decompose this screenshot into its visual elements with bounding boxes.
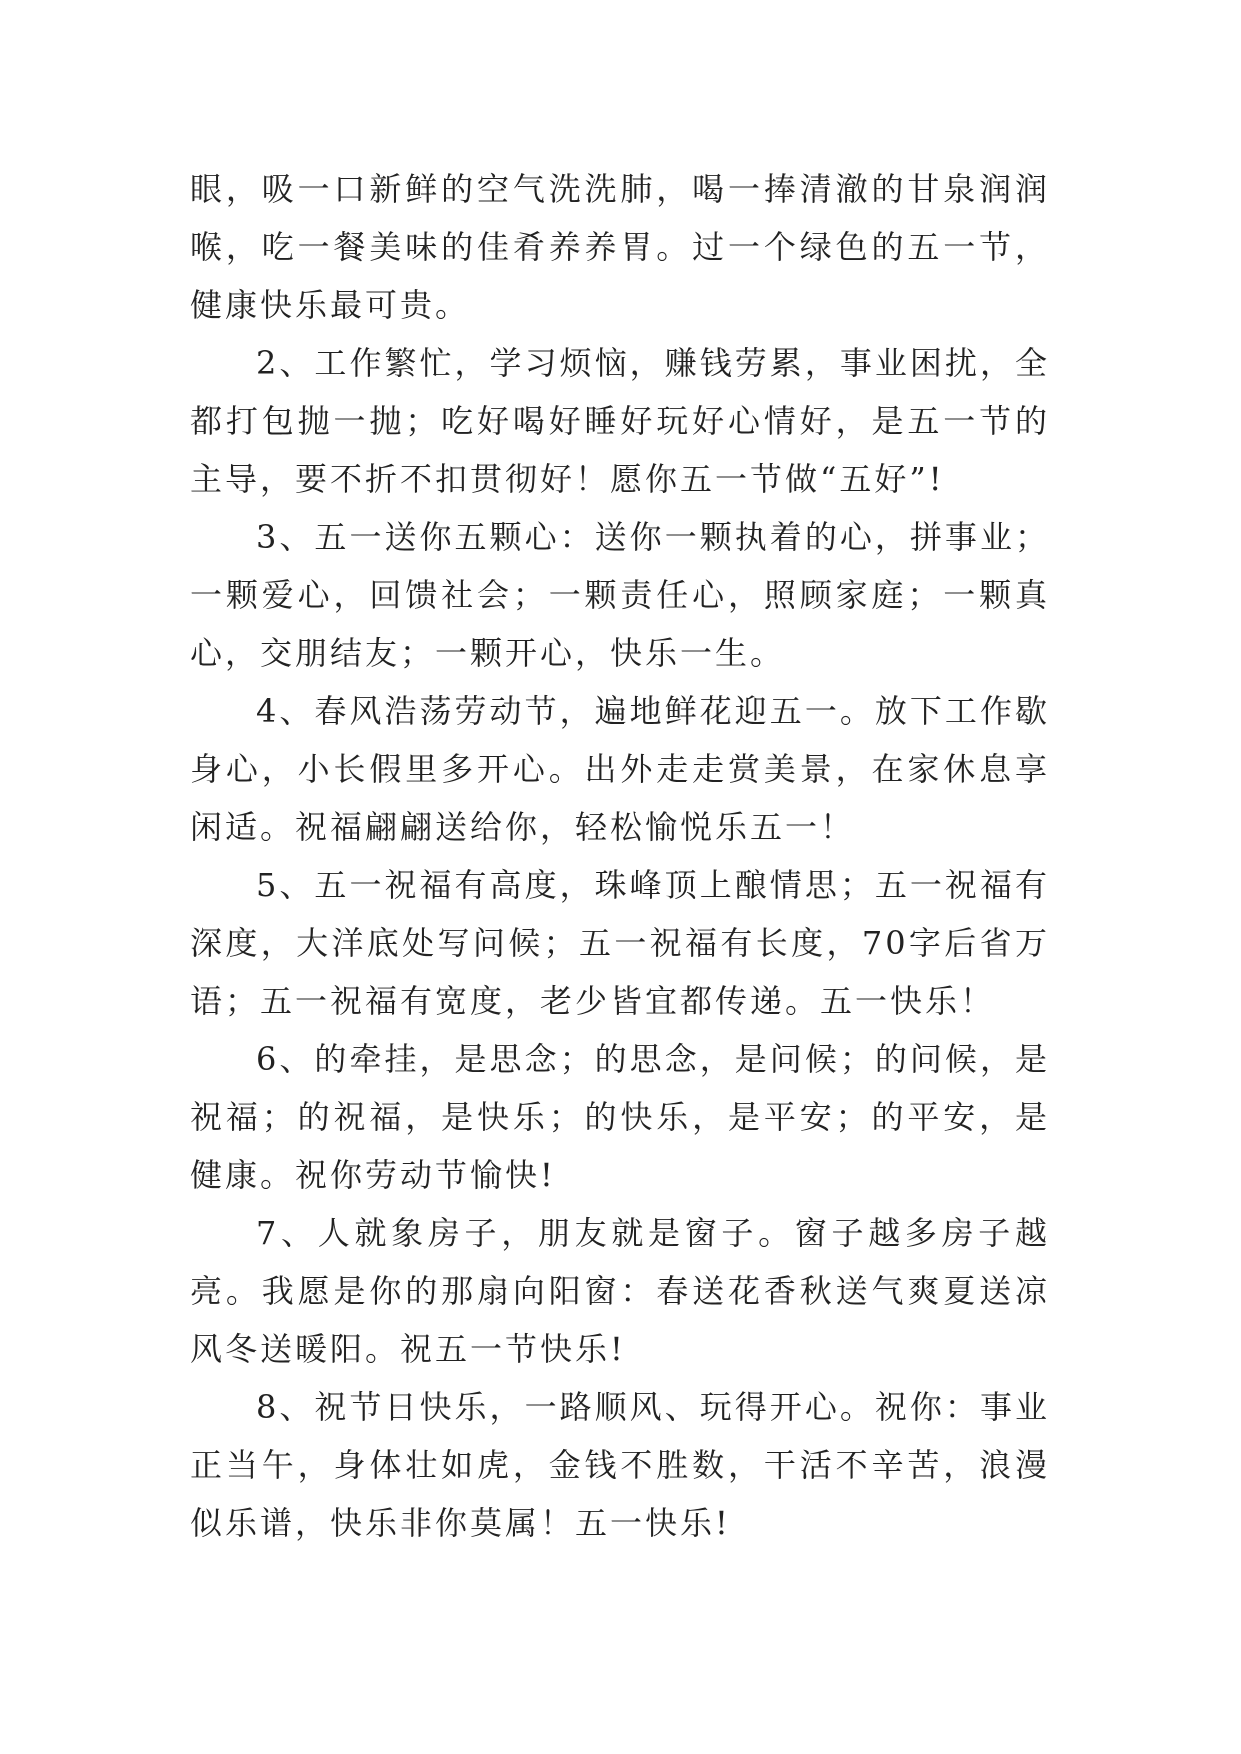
paragraph-4: 4、春风浩荡劳动节，遍地鲜花迎五一。放下工作歇身心，小长假里多开心。出外走走赏美景，在家休息享闲适。祝福翩翩送给你，轻松愉悦乐五一！ — [190, 692, 1050, 846]
paragraph-2: 2、工作繁忙，学习烦恼，赚钱劳累，事业困扰，全都打包抛一抛；吃好喝好睡好玩好心情好，是五一节的主导，要不折不扣贯彻好！愿你五一节做“五好”! — [190, 344, 1050, 498]
paragraph-6: 6、的牵挂，是思念；的思念，是问候；的问候，是祝福；的祝福，是快乐；的快乐，是平安；的平安，是健康。祝你劳动节愉快! — [190, 1040, 1050, 1194]
paragraph-3: 3、五一送你五颗心：送你一颗执着的心，拼事业；一颗爱心，回馈社会；一颗责任心，照顾家庭；一颗真心，交朋结友；一颗开心，快乐一生。 — [190, 518, 1050, 672]
paragraph-7: 7、人就象房子，朋友就是窗子。窗子越多房子越亮。我愿是你的那扇向阳窗：春送花香秋送气爽夏送凉风冬送暖阳。祝五一节快乐! — [190, 1214, 1050, 1368]
paragraph-5: 5、五一祝福有高度，珠峰顶上酿情思；五一祝福有深度，大洋底处写问候；五一祝福有长度，70字后省万语；五一祝福有宽度，老少皆宜都传递。五一快乐！ — [190, 866, 1050, 1020]
paragraph-8: 8、祝节日快乐，一路顺风、玩得开心。祝你：事业正当午，身体壮如虎，金钱不胜数，干活不辛苦，浪漫似乐谱，快乐非你莫属！五一快乐! — [190, 1388, 1050, 1542]
document-body — [190, 160, 1050, 1552]
paragraph-continued: 眼，吸一口新鲜的空气洗洗肺，喝一捧清澈的甘泉润润喉，吃一餐美味的佳肴养养胃。过一个绿色的五一节，健康快乐最可贵。 — [190, 170, 1050, 324]
